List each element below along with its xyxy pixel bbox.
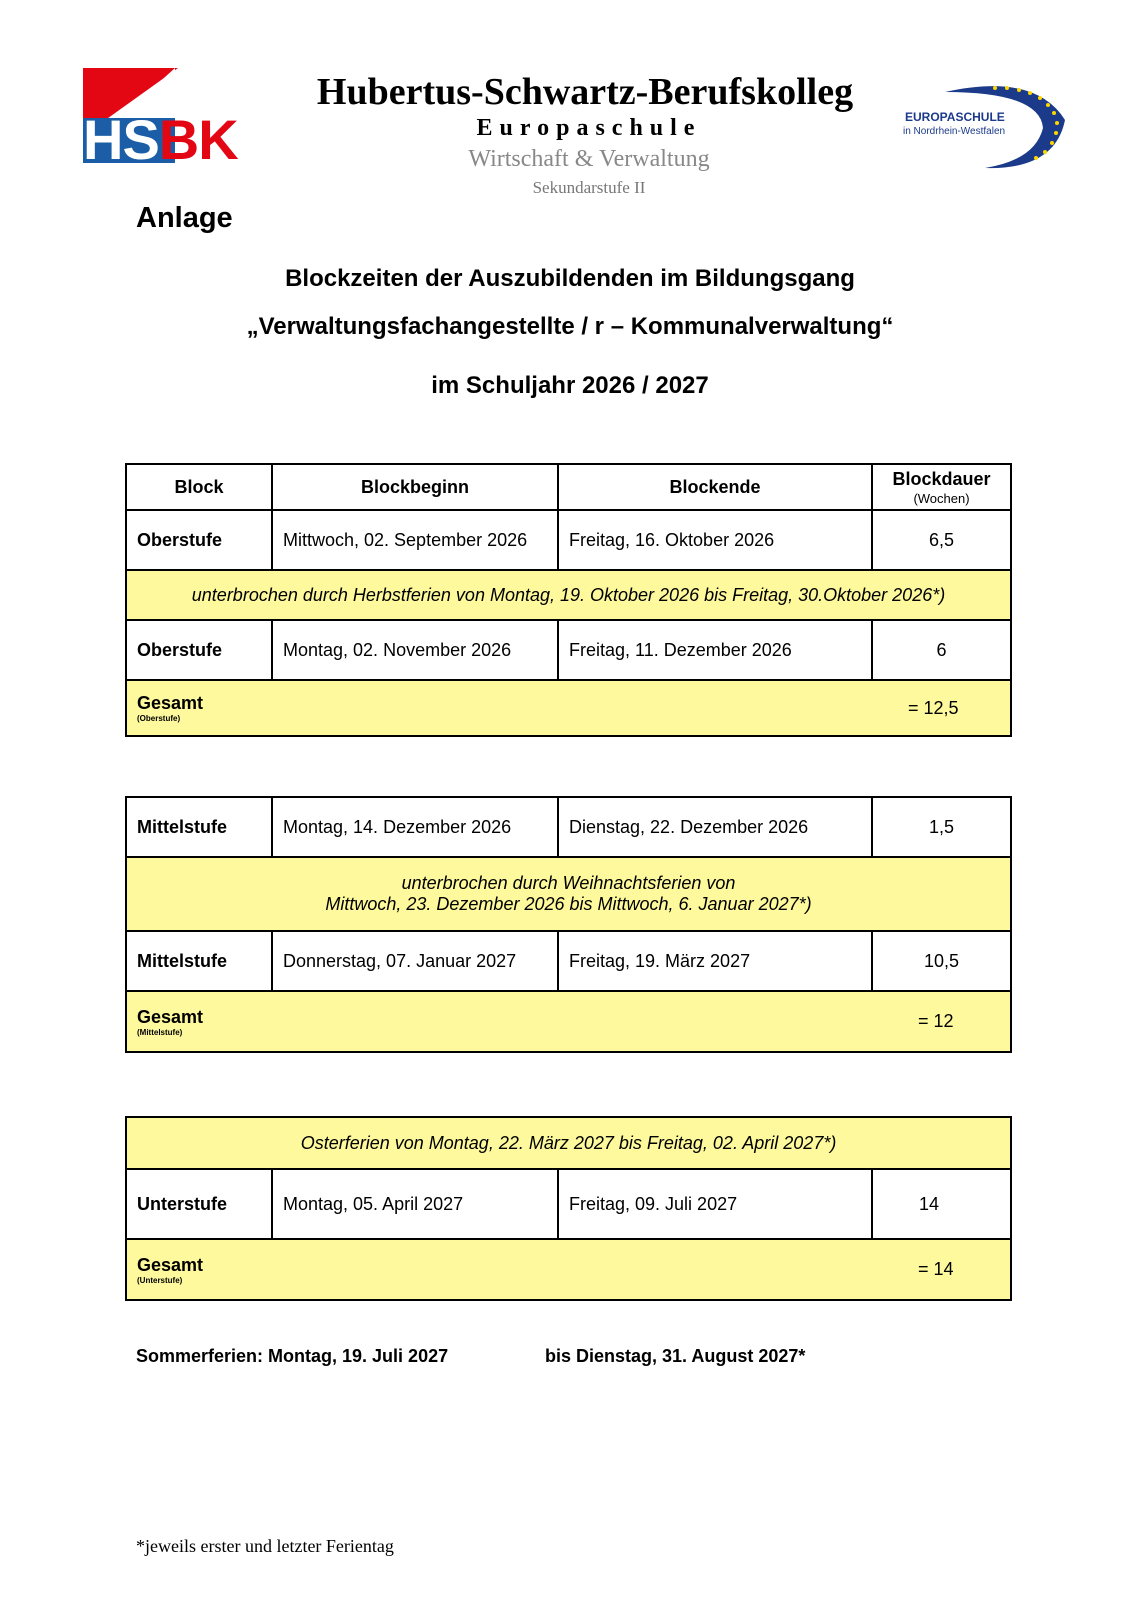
unterstufe-table xyxy=(125,1116,1012,1301)
total-sublabel: (Oberstufe) xyxy=(137,714,181,723)
footnote: *jeweils erster und letzter Ferientag xyxy=(136,1536,394,1556)
total-row xyxy=(126,1239,1011,1300)
break-text xyxy=(126,857,1011,931)
total-cell xyxy=(126,1239,1011,1300)
header-duration-unit: (Wochen) xyxy=(913,490,970,506)
row-end: Freitag, 16. Oktober 2026 xyxy=(558,510,872,570)
summer-holiday-end: bis Dienstag, 31. August 2027* xyxy=(545,1346,806,1366)
total-row xyxy=(126,680,1011,736)
row-end: Freitag, 19. März 2027 xyxy=(558,931,872,991)
header-block: Block xyxy=(126,464,272,510)
header-begin: Blockbeginn xyxy=(272,464,558,510)
row-begin: Donnerstag, 07. Januar 2027 xyxy=(272,931,558,991)
hsbk-logo: HSBK xyxy=(83,68,263,168)
school-name: Hubertus-Schwartz-Berufskolleg xyxy=(316,71,854,113)
school-subtitle-level: Sekundarstufe II xyxy=(532,178,646,197)
total-sublabel: (Unterstufe) xyxy=(137,1275,183,1285)
total-label: Gesamt xyxy=(137,1006,204,1027)
badge-line1: EUROPASCHULE xyxy=(905,110,1005,124)
total-row xyxy=(126,991,1011,1052)
row-begin: Mittwoch, 02. September 2026 xyxy=(272,510,558,570)
break-text: unterbrochen durch Herbstferien von Montag, 19. Oktober 2026 bis Freitag, 30.Oktober 2026*) xyxy=(126,570,1011,620)
title-line1: Blockzeiten der Auszubildenden im Bildungsgang xyxy=(285,265,855,292)
row-end: Dienstag, 22. Dezember 2026 xyxy=(558,797,872,857)
anlage-heading: Anlage xyxy=(136,202,233,234)
total-sublabel: (Mittelstufe) xyxy=(137,1027,183,1037)
row-block: Mittelstufe xyxy=(126,931,272,991)
table-row xyxy=(126,510,1011,570)
break-row xyxy=(126,1117,1011,1169)
oberstufe-table xyxy=(125,463,1012,737)
row-begin: Montag, 05. April 2027 xyxy=(272,1169,558,1239)
mittelstufe-table xyxy=(125,796,1012,1053)
total-cell xyxy=(126,680,1011,736)
title-line2: „Verwaltungsfachangestellte / r – Kommunalverwaltung“ xyxy=(246,313,894,340)
row-block: Oberstufe xyxy=(126,510,272,570)
header-duration xyxy=(872,464,1011,510)
row-begin: Montag, 02. November 2026 xyxy=(272,620,558,680)
table-row xyxy=(126,797,1011,857)
total-cell xyxy=(126,991,1011,1052)
header-end: Blockende xyxy=(558,464,872,510)
total-value: = 14 xyxy=(918,1259,954,1279)
table-row xyxy=(126,931,1011,991)
school-subtitle-department: Wirtschaft & Verwaltung xyxy=(468,146,710,172)
row-duration: 14 xyxy=(872,1169,1011,1239)
row-block: Oberstufe xyxy=(126,620,272,680)
total-value: = 12 xyxy=(918,1011,954,1031)
row-duration: 6,5 xyxy=(872,510,1011,570)
row-end: Freitag, 11. Dezember 2026 xyxy=(558,620,872,680)
total-label: Gesamt xyxy=(137,1254,204,1275)
table-row xyxy=(126,1169,1011,1239)
break-text: Osterferien von Montag, 22. März 2027 bis Freitag, 02. April 2027*) xyxy=(126,1117,1011,1169)
row-duration: 10,5 xyxy=(872,931,1011,991)
total-value: = 12,5 xyxy=(908,697,959,718)
school-subtitle-europaschule: Europaschule xyxy=(476,115,702,141)
row-begin: Montag, 14. Dezember 2026 xyxy=(272,797,558,857)
break-row xyxy=(126,570,1011,620)
title-line3: im Schuljahr 2026 / 2027 xyxy=(431,372,709,399)
break-line1: unterbrochen durch Weihnachtsferien von xyxy=(401,873,736,893)
total-label: Gesamt xyxy=(137,693,204,713)
badge-line2: in Nordrhein-Westfalen xyxy=(903,126,1006,137)
table-row xyxy=(126,620,1011,680)
break-row xyxy=(126,857,1011,931)
row-end: Freitag, 09. Juli 2027 xyxy=(558,1169,872,1239)
summer-holiday-start: Sommerferien: Montag, 19. Juli 2027 xyxy=(136,1346,449,1366)
row-block: Unterstufe xyxy=(126,1169,272,1239)
break-line2: Mittwoch, 23. Dezember 2026 bis Mittwoch, 6. Januar 2027*) xyxy=(325,894,812,914)
table-header-row xyxy=(126,464,1011,510)
row-duration: 1,5 xyxy=(872,797,1011,857)
row-block: Mittelstufe xyxy=(126,797,272,857)
header-duration-label: Blockdauer xyxy=(892,468,991,489)
row-duration: 6 xyxy=(872,620,1011,680)
